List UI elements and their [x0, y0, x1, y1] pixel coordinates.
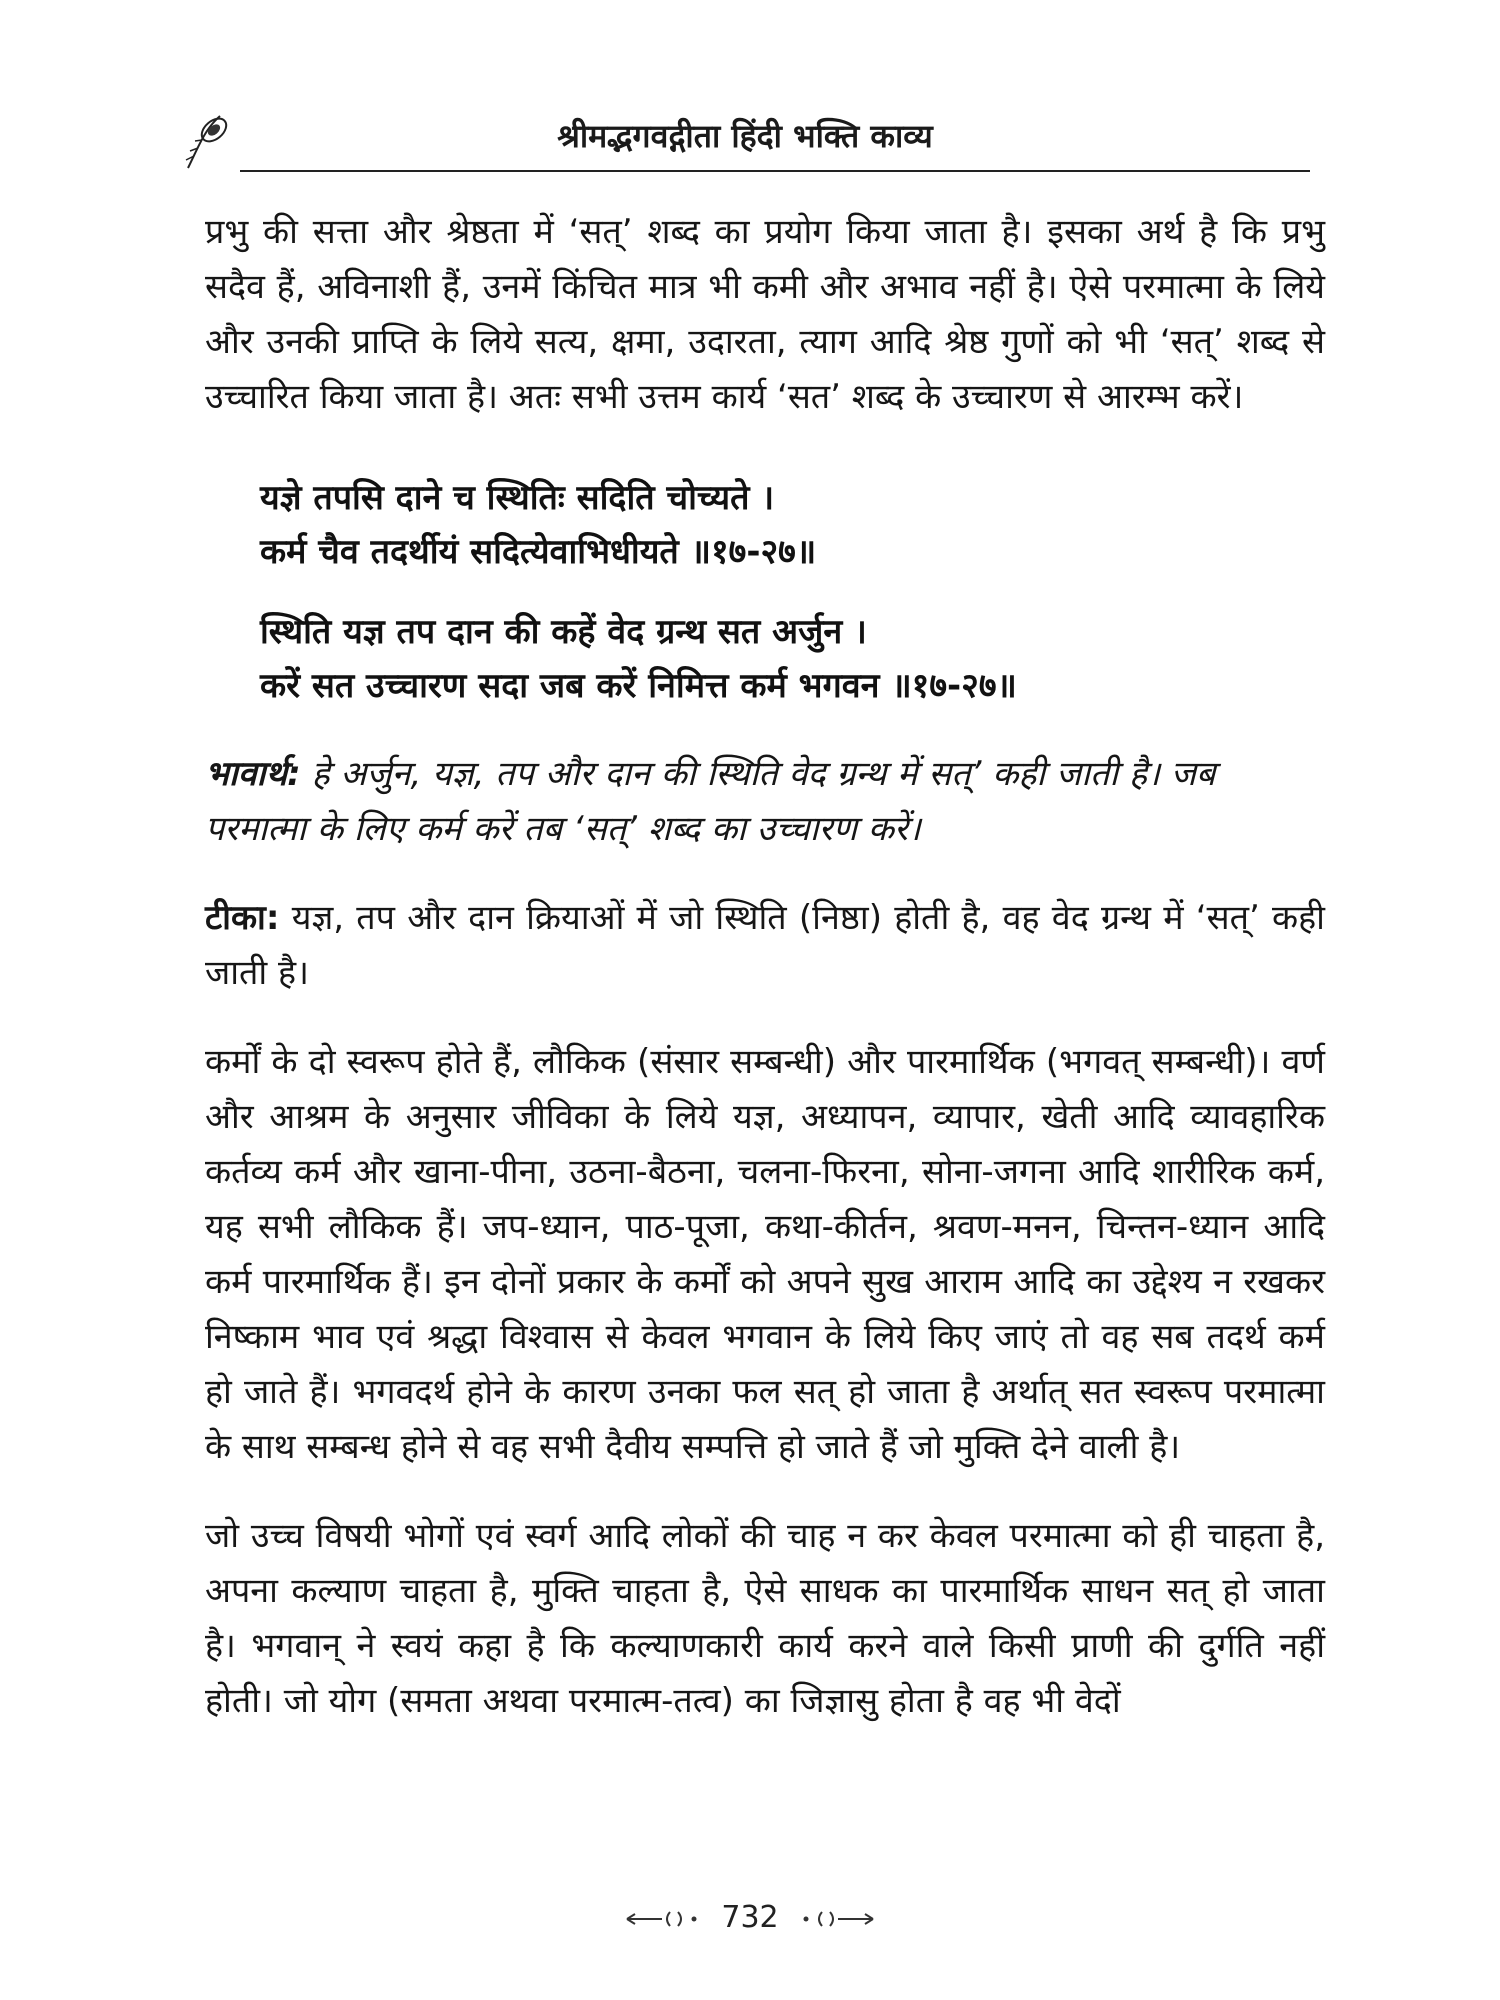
- hindi-verse: [260, 605, 1325, 713]
- tika-text: यज्ञ, तप और दान क्रियाओं में जो स्थिति (निष्ठा) होती है, वह वेद ग्रन्थ में ‘सत्’ कही जाती है।: [205, 898, 1325, 993]
- page-header: [180, 108, 1310, 178]
- page-footer: [0, 1900, 1500, 1935]
- intro-paragraph: प्रभु की सत्ता और श्रेष्ठता में ‘सत्’ शब्द का प्रयोग किया जाता है। इसका अर्थ है कि प्रभु सदैव हैं, अविनाशी हैं, उनमें किंचित मात्र भी कमी और अभाव नहीं है। ऐसे परमात्मा के लिये और उनकी प्राप्ति के लिये सत्य, क्षमा, उदारता, त्याग आदि श्रेष्ठ गुणों को भी ‘सत्’ शब्द से उच्चारित किया जाता है। अतः सभी उत्तम कार्य ‘सत’ शब्द के उच्चारण से आरम्भ करें।: [205, 212, 1325, 417]
- tika-paragraph: [205, 891, 1325, 1001]
- sanskrit-verse-line-1: यज्ञे तपसि दाने च स्थितिः सदिति चोच्यते ।: [260, 478, 775, 518]
- page-number: 732: [721, 1900, 779, 1935]
- page-body: [205, 205, 1325, 1729]
- hindi-verse-line-2: करें सत उच्चारण सदा जब करें निमित्त कर्म भगवन ॥१७-२७॥: [260, 666, 1017, 706]
- bhavarth-label: भावार्थ:: [205, 754, 301, 794]
- sanskrit-verse-line-2: कर्म चैव तदर्थीयं सदित्येवाभिधीयते ॥१७-२७॥: [260, 532, 817, 572]
- tika-label: टीका:: [205, 898, 280, 938]
- verse-section: [205, 471, 1325, 713]
- sanskrit-verse: [260, 471, 1325, 579]
- header-divider: [240, 170, 1310, 172]
- left-ornament-icon: [622, 1909, 712, 1929]
- running-head-title: श्रीमद्भगवद्गीता हिंदी भक्ति काव्य: [557, 117, 933, 155]
- bhavarth-paragraph: [205, 747, 1325, 857]
- right-ornament-icon: [788, 1909, 878, 1929]
- sadhak-paragraph: जो उच्च विषयी भोगों एवं स्वर्ग आदि लोकों की चाह न कर केवल परमात्मा को ही चाहता है, अपना कल्याण चाहता है, मुक्ति चाहता है, ऐसे साधक का पारमार्थिक साधन सत् हो जाता है। भगवान् ने स्वयं कहा है कि कल्याणकारी कार्य करने वाले किसी प्राणी की दुर्गति नहीं होती। जो योग (समता अथवा परमात्म-तत्व) का जिज्ञासु होता है वह भी वेदों: [205, 1516, 1325, 1721]
- bhavarth-text: हे अर्जुन, यज्ञ, तप और दान की स्थिति वेद ग्रन्थ में सत्’ कही जाती है। जब परमात्मा के लिए कर्म करें तब ‘सत्’ शब्द का उच्चारण करें।: [205, 754, 1216, 849]
- karma-paragraph: कर्मों के दो स्वरूप होते हैं, लौकिक (संसार सम्बन्धी) और पारमार्थिक (भगवत् सम्बन्धी)। वर्ण और आश्रम के अनुसार जीविका के लिये यज्ञ, अध्यापन, व्यापार, खेती आदि व्यावहारिक कर्तव्य कर्म और खाना-पीना, उठना-बैठना, चलना-फिरना, सोना-जगना आदि शारीरिक कर्म, यह सभी लौकिक हैं। जप-ध्यान, पाठ-पूजा, कथा-कीर्तन, श्रवण-मनन, चिन्तन-ध्यान आदि कर्म पारमार्थिक हैं। इन दोनों प्रकार के कर्मों को अपने सुख आराम आदि का उद्देश्य न रखकर निष्काम भाव एवं श्रद्धा विश्वास से केवल भगवान के लिये किए जाएं तो वह सब तदर्थ कर्म हो जाते हैं। भगवदर्थ होने के कारण उनका फल सत् हो जाता है अर्थात् सत स्वरूप परमात्मा के साथ सम्बन्ध होने से वह सभी दैवीय सम्पत्ति हो जाते हैं जो मुक्ति देने वाली है।: [205, 1042, 1325, 1467]
- hindi-verse-line-1: स्थिति यज्ञ तप दान की कहें वेद ग्रन्थ सत अर्जुन ।: [260, 612, 867, 652]
